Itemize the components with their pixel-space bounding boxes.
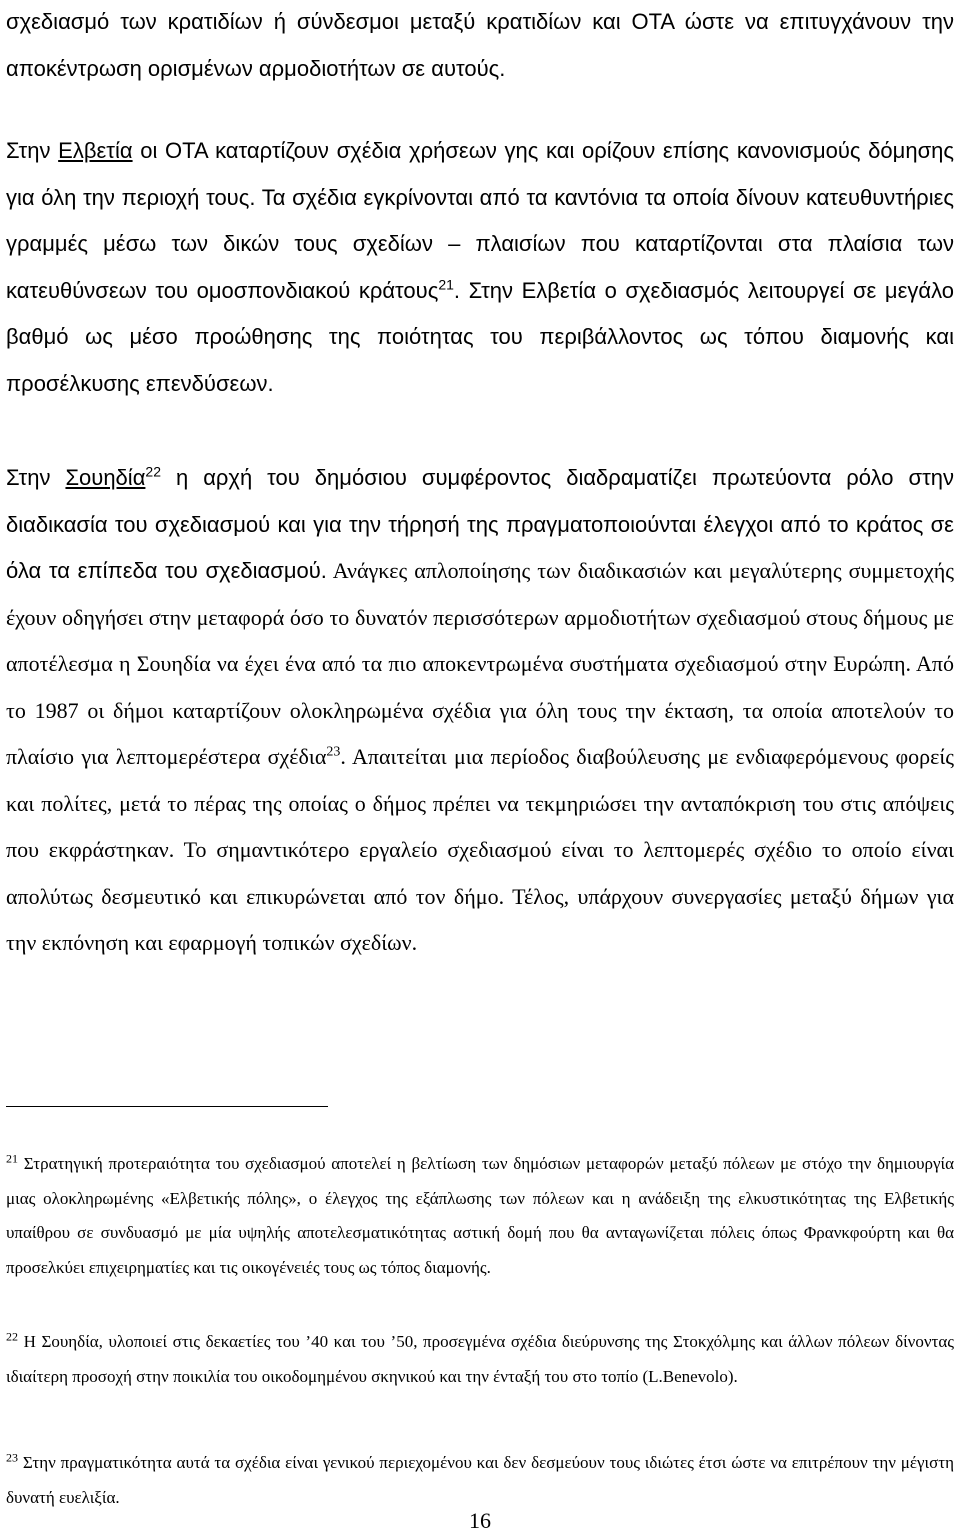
footnote-text: Στην πραγματικότητα αυτά τα σχέδια είναι γενικού περιεχομένου και δεν δεσμεύουν τους ιδιώτες έτσι ώστε να επιτρέπουν την μέγιστη δυνατή ευελιξία. [6, 1453, 954, 1507]
footnote-22 [6, 1325, 954, 1394]
sweden-link[interactable]: Σουηδία [65, 465, 146, 490]
footnote-ref-23[interactable]: 23 [326, 744, 341, 760]
paragraph-2-start: Στην [6, 138, 59, 163]
page-number: 16 [469, 1508, 491, 1533]
paragraph-2-text-a: οι ΟΤΑ καταρτίζουν σχέδια χρήσεων γης και ορίζουν επίσης κανονισμούς δόμησης για όλη την περιοχή τους. Τα σχέδια εγκρίνονται από τα καντόνια τα οποία δίνουν κατευθυντήριες γραμμές μέσω των δικών τους σχεδίων – πλαισίων που καταρτίζονται στα πλαίσια των κατευθύνσεων του ομοσπονδιακού κράτους [6, 138, 954, 303]
paragraph-3-text-c: . Απαιτείται μια περίοδος διαβούλευσης με ενδιαφερόμενους φορείς και πολίτες, μετά το πέρας της οποίας ο δήμος πρέπει να τεκμηριώσει την ανταπόκριση του στις απόψεις που εκφράστηκαν. Το σημαντικότερο εργαλείο σχεδιασμού είναι το λεπτομερές σχέδιο το οποίο είναι απολύτως δεσμευτικό και επικυρώνεται από τον δήμο. Τέλος, υπάρχουν συνεργασίες μεταξύ δήμων για την εκπόνηση και εφαρμογή τοπικών σχεδίων. [6, 744, 954, 955]
footnote-ref-21[interactable]: 21 [438, 276, 454, 293]
paragraph-2 [6, 128, 954, 407]
document-page [6, 0, 954, 1538]
footnote-text: Η Σουηδία, υλοποιεί στις δεκαετίες του ’40 και του ’50, προσεγμένα σχέδια διεύρυνσης της Στοκχόλμης και άλλων πόλεων δίνοντας ιδιαίτερη προσοχή στην ποικιλία του οικοδομημένου σκηνικού και την ένταξή του στο τοπίο (L.Benevolo). [6, 1332, 954, 1386]
paragraph-3-text-b: Ανάγκες απλοποίησης των διαδικασιών και μεγαλύτερης συμμετοχής έχουν οδηγήσει στην μεταφορά όσο το δυνατόν περισσότερων αρμοδιοτήτων σχεδιασμού στους δήμους με αποτέλεσμα η Σουηδία να έχει ένα από τα πιο αποκεντρωμένα συστήματα σχεδιασμού στην Ευρώπη. Από το 1987 οι δήμοι καταρτίζουν ολοκληρωμένα σχέδια για όλη τους την έκταση, τα οποία αποτελούν το πλαίσιο για λεπτομερέστερα σχέδια [6, 558, 954, 769]
footnote-23 [6, 1446, 954, 1515]
footnote-text: Στρατηγική προτεραιότητα του σχεδιασμού αποτελεί η βελτίωση των δημόσιων μεταφορών μεταξύ πόλεων με στόχο την δημιουργία μιας ολοκληρωμένης «Ελβετικής πόλης», ο έλεγχος της εξάπλωσης των πόλεων και η ανάδειξη της ελκυστικότητας της Ελβετικής υπαίθρου σε συνδυασμό με μία υψηλής αποτελεσματικότητας αστική δομή που θα ανταγωνίζεται πόλεις όπως Φρανκφούρτη και θα προσελκύει επιχειρηματίες και τις οικογένειές τους ως τόπος διαμονής. [6, 1154, 954, 1277]
paragraph-2-text-b: . Στην Ελβετία ο σχεδιασμός λειτουργεί σε μεγάλο βαθμό ως μέσο προώθησης της ποιότητας του περιβάλλοντος ως τόπου διαμονής και προσέλκυσης επενδύσεων. [6, 277, 954, 396]
switzerland-link[interactable]: Ελβετία [58, 138, 133, 163]
footnote-separator [6, 1106, 328, 1107]
paragraph-3-text-a: η αρχή του δημόσιου συμφέροντος διαδραματίζει πρωτεύοντα ρόλο στην διαδικασία του σχεδιασμού και για την τήρησή της πραγματοποιούνται έλεγχοι από το κράτος σε όλα τα επίπεδα του σχεδιασμού. [6, 465, 954, 583]
paragraph-1 [6, 0, 954, 92]
footnote-number: 21 [6, 1151, 18, 1166]
footnote-ref-22[interactable]: 22 [145, 463, 161, 480]
paragraph-1-text: σχεδιασμό των κρατιδίων ή σύνδεσμοι μεταξύ κρατιδίων και ΟΤΑ ώστε να επιτυγχάνουν την αποκέντρωση ορισμένων αρμοδιοτήτων σε αυτούς. [6, 9, 954, 81]
paragraph-3-start: Στην [6, 465, 66, 490]
footnote-number: 23 [6, 1450, 18, 1465]
footnote-21 [6, 1147, 954, 1285]
footnote-number: 22 [6, 1329, 18, 1344]
paragraph-3 [6, 455, 954, 967]
